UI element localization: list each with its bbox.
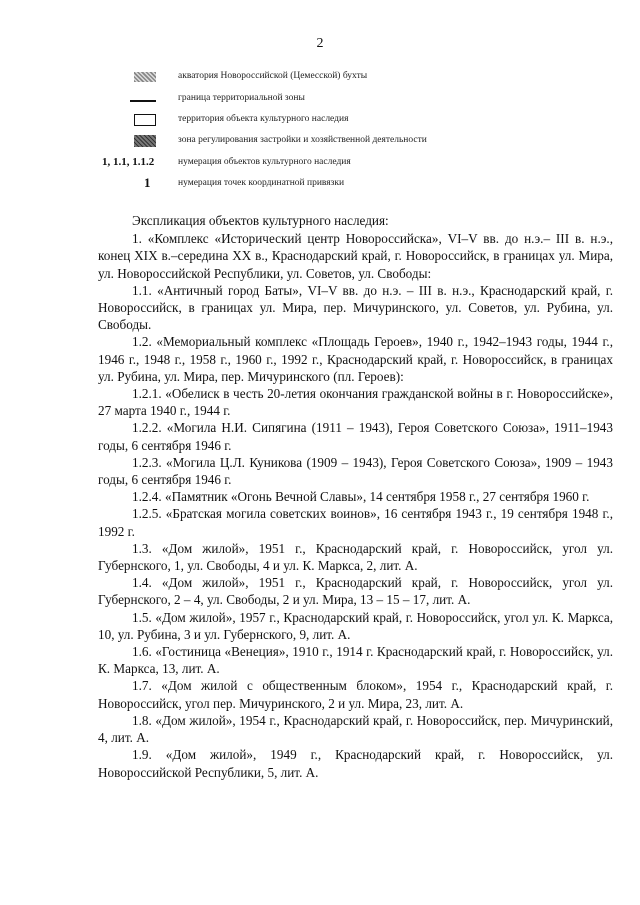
- heritage-item: 1.2.4. «Памятник «Огонь Вечной Славы», 14 сентября 1958 г., 27 сентября 1960 г.: [132, 489, 590, 505]
- heritage-item: 1.8. «Дом жилой», 1954 г., Краснодарский край, г. Новороссийск, пер. Мичуринский, 4, лит. А.: [98, 712, 613, 746]
- legend-label: зона регулирования застройки и хозяйственной деятельности: [178, 135, 427, 145]
- legend-row-heritage-territory: [100, 111, 540, 131]
- heritage-item: 1.4. «Дом жилой», 1951 г., Краснодарский край, г. Новороссийск, угол ул. Губернского, 2 – 4, ул. Свободы, 2 и ул. Мира, 13 – 15 – 17, лит. А.: [98, 575, 613, 608]
- explication-body: [98, 212, 613, 781]
- zone-boundary-line-icon: [100, 90, 166, 110]
- page-number: 2: [316, 36, 324, 51]
- heritage-item: 1.2.3. «Могила Ц.Л. Куникова (1909 – 1943), Героя Советского Союза», 1909 – 1943 годы, 6 сентября 1946 г.: [98, 454, 613, 488]
- legend-row-point-numbering: [100, 175, 540, 195]
- heritage-item: 1.2. «Мемориальный комплекс «Площадь Героев», 1940 г., 1942–1943 годы, 1944 г., 1946 г., 1948 г., 1958 г., 1960 г., 1992 г., Краснодарский край, г. Новороссийск, в границах ул. Рубина, ул. Мира, пер. Мичуринского (пл. Героев):: [98, 334, 613, 384]
- water-area-hatch-icon: [100, 68, 166, 88]
- legend-row-regulation-zone: [100, 132, 540, 152]
- point-numbering-symbol: 1: [144, 175, 151, 190]
- legend-label: нумерация объектов культурного наследия: [178, 157, 351, 167]
- heritage-item: 1.6. «Гостиница «Венеция», 1910 г., 1914 г. Краснодарский край, г. Новороссийск, ул. К. Маркса, 13, лит. А.: [98, 644, 613, 677]
- heritage-numbering-symbol: 1, 1.1, 1.1.2: [102, 156, 155, 168]
- legend-label: нумерация точек координатной привязки: [178, 178, 345, 188]
- heritage-item: 1.3. «Дом жилой», 1951 г., Краснодарский край, г. Новороссийск, угол ул. Губернского, 1, ул. Свободы, 4 и ул. К. Маркса, 2, лит. А.: [98, 540, 613, 574]
- heritage-item: 1.2.5. «Братская могила советских воинов», 16 сентября 1943 г., 19 сентября 1948 г., 1992 г.: [98, 506, 613, 539]
- heritage-item: 1.7. «Дом жилой с общественным блоком», 1954 г., Краснодарский край, г. Новороссийск, угол пер. Мичуринского, 2 и ул. Мира, 23, лит. А.: [98, 678, 613, 711]
- regulation-zone-hatch-icon: [100, 132, 166, 152]
- heritage-item: 1.1. «Античный город Баты», VI–V вв. до н.э. – III в. н.э., Краснодарский край, г. Новороссийск, в границах ул. Мира, пер. Мичуринского, ул. Советов, ул. Рубина, ул. Свободы.: [98, 282, 613, 333]
- legend-label: акватория Новороссийской (Цемесской) бухты: [178, 71, 368, 81]
- legend-row-zone-boundary: [100, 90, 540, 110]
- legend-row-water-area: [100, 68, 540, 88]
- heritage-item: 1.2.1. «Обелиск в честь 20-летия окончания гражданской войны в г. Новороссийске», 27 марта 1940 г., 1944 г.: [98, 386, 613, 419]
- heritage-item: 1. «Комплекс «Исторический центр Новороссийска», VI–V вв. до н.э.– III в. н.э., конец XIX в.–середина XX в., Краснодарский край, г. Новороссийск, в границах ул. Мира, ул. Новороссийской Республики, ул. Советов, ул. Свободы:: [98, 231, 613, 281]
- heritage-item: 1.2.2. «Могила Н.И. Сипягина (1911 – 1943), Героя Советского Союза», 1911–1943 годы, 6 сентября 1946 г.: [98, 420, 613, 453]
- legend-row-heritage-numbering: [100, 154, 540, 174]
- heritage-item: 1.9. «Дом жилой», 1949 г., Краснодарский край, г. Новороссийск, ул. Новороссийской Республики, 5, лит. А.: [98, 747, 613, 780]
- heritage-item: 1.5. «Дом жилой», 1957 г., Краснодарский край, г. Новороссийск, угол ул. К. Маркса, 10, ул. Рубина, 3 и ул. Губернского, 9, лит. А.: [98, 609, 613, 642]
- legend-label: граница территориальной зоны: [178, 93, 305, 103]
- explication-title: Экспликация объектов культурного наследия:: [132, 213, 389, 228]
- heritage-territory-box-icon: [100, 111, 166, 131]
- legend-label: территория объекта культурного наследия: [178, 114, 349, 124]
